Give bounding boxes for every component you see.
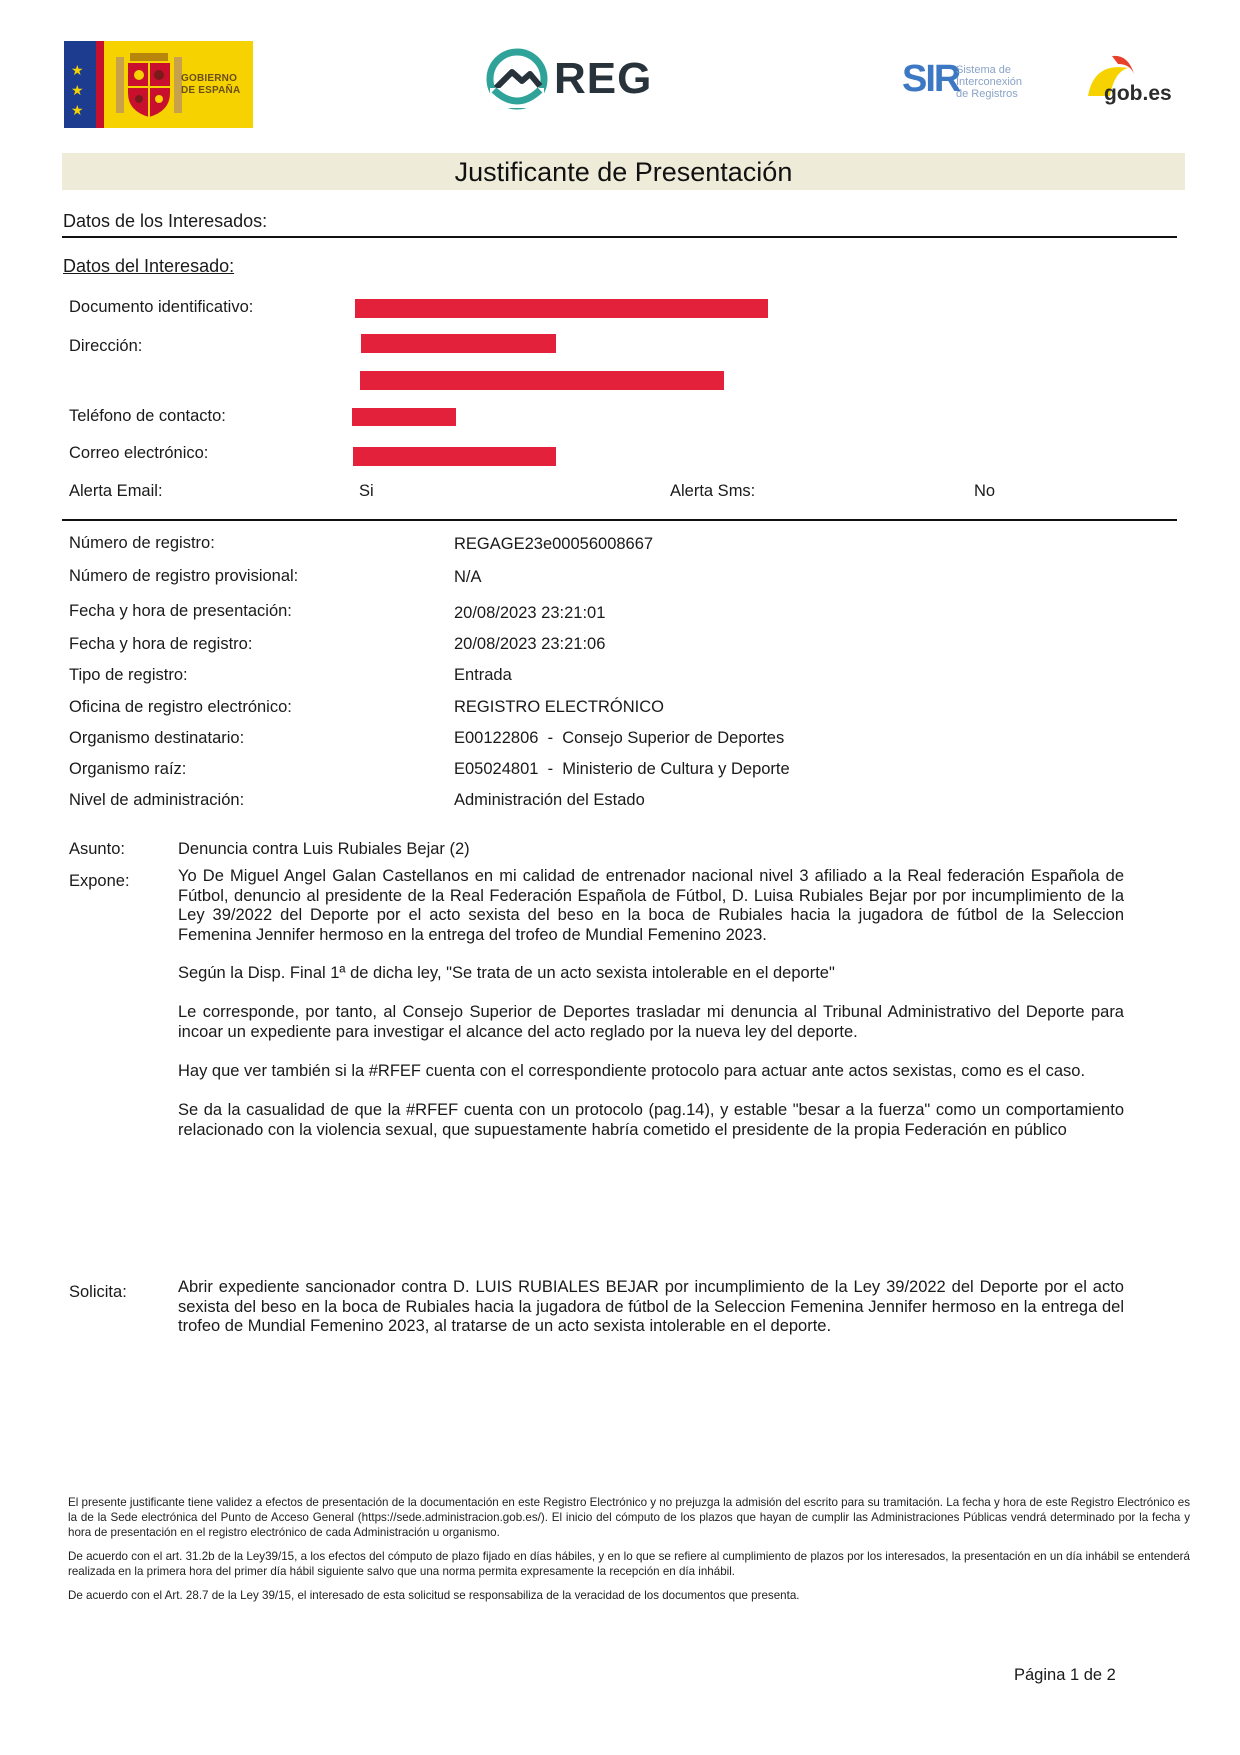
oficina-registro-label: Oficina de registro electrónico: [69,698,292,716]
alerta-sms-label: Alerta Sms: [670,482,756,500]
tipo-registro-value: Entrada [454,666,512,684]
documento-identificativo-label: Documento identificativo: [69,298,254,316]
sir-logo-mark: SIR [902,58,960,100]
redaction-box [352,408,456,426]
registro-provisional-value: N/A [454,568,482,586]
title-band [62,153,1185,190]
expone-label: Expone: [69,872,130,890]
coat-of-arms-icon [112,47,186,123]
sir-logo [902,58,1042,102]
footer-note: El presente justificante tiene validez a efectos de presentación de la documentación en este Registro Electrónico y no prejuzga la admisión del escrito para su tramitación. La fecha y hora de este Registro Electrónico es la de la Sede electrónica del Punto de Acceso General (https://sede.administracion.gob.es/). El inicio del cómputo de los plazos que hayan de cumplir las Administraciones Públicas vendrá determinado por la fecha y hora de presentación en el registro electrónico de cada Administración u organismo. [68,1496,1190,1539]
expone-paragraph: Según la Disp. Final 1ª de dicha ley, "Se trata de un acto sexista intolerable en el deporte" [178,964,835,982]
gob-es-logo [1084,52,1174,112]
alerta-email-label: Alerta Email: [69,482,163,500]
organismo-destinatario-label: Organismo destinatario: [69,729,245,747]
alerta-sms-value: No [974,482,996,500]
gobierno-logo-text: GOBIERNO DE ESPAÑA [181,73,241,96]
organismo-destinatario-value: E00122806 - Consejo Superior de Deportes [454,729,785,747]
eu-star-icon: ★ [71,102,84,118]
organismo-raiz-value: E05024801 - Ministerio de Cultura y Deporte [454,760,790,778]
nivel-administracion-value: Administración del Estado [454,791,645,809]
registro-provisional-label: Número de registro provisional: [69,567,299,585]
tipo-registro-label: Tipo de registro: [69,666,188,684]
eu-flag-band [64,41,96,128]
flag-red-stripe [96,41,104,128]
correo-label: Correo electrónico: [69,444,209,462]
telefono-label: Teléfono de contacto: [69,407,226,425]
redaction-box [361,334,556,353]
fecha-registro-value: 20/08/2023 23:21:06 [454,635,606,653]
reg-logo [486,48,653,110]
redaction-box [360,371,724,390]
gobierno-de-espana-logo [64,41,253,128]
fecha-registro-label: Fecha y hora de registro: [69,635,253,653]
reg-mountain-icon [486,48,548,110]
section-divider [62,519,1177,521]
interesados-section-title: Datos de los Interesados: [63,211,268,231]
reg-logo-text: REG [554,54,653,103]
asunto-label: Asunto: [69,840,125,858]
eu-star-icon: ★ [71,82,84,98]
sir-logo-subtitle: Sistema de Interconexión de Registros [956,64,1023,100]
gob-es-logo-text: gob.es [1104,82,1172,105]
direccion-label: Dirección: [69,337,143,355]
footer-note: De acuerdo con el Art. 28.7 de la Ley 39/15, el interesado de esta solicitud se responsabiliza de la veracidad de los documentos que presenta. [68,1589,800,1602]
oficina-registro-value: REGISTRO ELECTRÓNICO [454,698,664,716]
fecha-presentacion-value: 20/08/2023 23:21:01 [454,604,606,622]
eu-star-icon: ★ [71,62,84,78]
expone-paragraph: Yo De Miguel Angel Galan Castellanos en mi calidad de entrenador nacional nivel 3 afiliado a la Real federación Española de Fútbol, denuncio al presidente de la Real Federación Española de Fútbol, D. Luisa Rubiales Bejar por por incumplimiento de la Ley 39/2022 del Deporte por el acto sexista del beso en la boca de Rubiales hacia la jugadora de fútbol de la Seleccion Femenina Jennifer hermoso en la entrega del trofeo de Mundial Femenino 2023. [178,867,1124,944]
numero-registro-value: REGAGE23e00056008667 [454,535,654,553]
expone-paragraph: Le corresponde, por tanto, al Consejo Superior de Deportes trasladar mi denuncia al Tribunal Administrativo del Deporte para incoar un expediente para investigar el alcance del acto reglado por la nueva ley del deporte. [178,1003,1124,1041]
page-indicator: Página 1 de 2 [1014,1666,1116,1684]
section-divider [62,236,1177,238]
solicita-text: Abrir expediente sancionador contra D. LUIS RUBIALES BEJAR por incumplimiento de la Ley 39/2022 del Deporte por el acto sexista del beso en la boca de Rubiales hacia la jugadora de fútbol de la Seleccion Femenina Jennifer hermoso en la entrega del trofeo de Mundial Femenino 2023, al tratarse de un acto sexista intolerable en el deporte. [178,1278,1124,1335]
redaction-box [355,299,768,318]
fecha-presentacion-label: Fecha y hora de presentación: [69,602,292,620]
numero-registro-label: Número de registro: [69,534,215,552]
footer-note: De acuerdo con el art. 31.2b de la Ley39/15, a los efectos del cómputo de plazo fijado en días hábiles, y en lo que se refiere al cumplimiento de plazos por los interesados, la presentación en un día inhábil se entenderá realizada en la primera hora del primer día hábil siguiente salvo que una norma permita expresamente la recepción en día inhábil. [68,1550,1190,1578]
asunto-value: Denuncia contra Luis Rubiales Bejar (2) [178,840,470,858]
expone-paragraph: Hay que ver también si la #RFEF cuenta con el correspondiente protocolo para actuar ante actos sexistas, como es el caso. [178,1062,1086,1080]
solicita-label: Solicita: [69,1283,127,1301]
document-title: Justificante de Presentación [454,157,793,187]
alerta-email-value: Si [359,482,374,500]
organismo-raiz-label: Organismo raíz: [69,760,187,778]
redaction-box [353,447,556,466]
nivel-administracion-label: Nivel de administración: [69,791,245,809]
expone-paragraph: Se da la casualidad de que la #RFEF cuenta con un protocolo (pag.14), y estable "besar a la fuerza" como un comportamiento relacionado con la violencia sexual, que supuestamente habría cometido el presidente de la propia Federación en público [178,1101,1124,1139]
interesado-subsection-title: Datos del Interesado: [63,256,235,276]
